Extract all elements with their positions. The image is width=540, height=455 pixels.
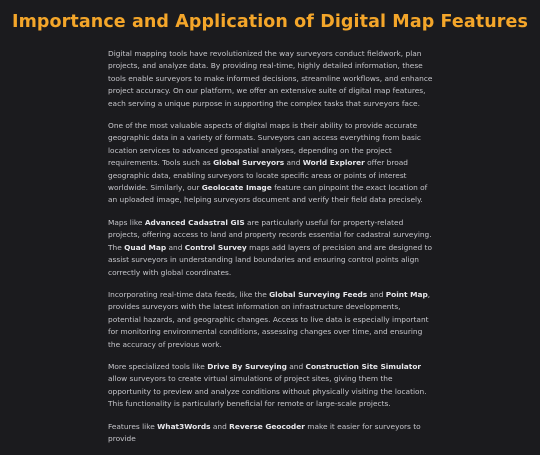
feature-name: What3Words: [157, 421, 211, 431]
paragraph-text: , provides surveyors with the latest information on infrastructure developments, potential hazards, and geographic changes. Access to live data is especially important for monitoring environmental conditions, assessing changes over time, and ensuring the accuracy of previous work.: [108, 289, 431, 349]
article-paragraph: [108, 289, 434, 351]
paragraph-text: offer broad geographic data, enabling surveyors to locate specific areas or points of interest worldwide. Similarly, our: [108, 158, 408, 193]
paragraph-text: make it easier for surveyors to provide: [108, 421, 421, 443]
article-paragraph: [108, 48, 434, 110]
paragraph-text: and: [367, 289, 386, 299]
paragraph-text: Maps like: [108, 217, 145, 227]
article-paragraph: [108, 421, 434, 446]
feature-name: World Explorer: [302, 158, 365, 168]
feature-name: Reverse Geocoder: [229, 421, 305, 431]
feature-name: Point Map: [385, 289, 428, 299]
feature-name: Global Surveying Feeds: [269, 289, 368, 299]
feature-name: Advanced Cadastral GIS: [144, 217, 245, 227]
article-paragraph: [108, 361, 434, 411]
paragraph-text: and: [166, 242, 185, 252]
feature-name: Geolocate Image: [201, 183, 272, 193]
paragraph-text: maps add layers of precision and are designed to assist surveyors in understanding land boundaries and ensuring control points align correctly with global coordinates.: [108, 242, 432, 277]
feature-name: Quad Map: [124, 242, 167, 252]
page-title: Importance and Application of Digital Map Features: [11, 12, 529, 32]
paragraph-text: are particularly useful for property-related projects, offering access to land and property records essential for cadastral surveying. The: [108, 217, 432, 252]
article-paragraph: [108, 217, 434, 279]
feature-name: Drive By Surveying: [207, 361, 287, 371]
paragraph-text: and: [286, 361, 306, 371]
feature-name: Construction Site Simulator: [305, 361, 422, 371]
feature-name: Global Surveyors: [213, 158, 285, 168]
article-paragraph: [108, 120, 434, 207]
feature-name: Control Survey: [184, 242, 247, 252]
paragraph-text: One of the most valuable aspects of digital maps is their ability to provide accurate geographic data in a variety of formats. Surveyors can access everything from basic location services to advanced geospatial analyses, depending on the project requirements. Tools such as: [108, 121, 421, 168]
paragraph-text: and: [284, 158, 303, 168]
paragraph-text: Digital mapping tools have revolutionized the way surveyors conduct fieldwork, plan projects, and analyze data. By providing real-time, highly detailed information, these tools enable surveyors to make informed decisions, streamline workflows, and enhance project accuracy. On our platform, we offer an extensive suite of digital map features, each serving a unique purpose in supporting the complex tasks that surveyors face.: [108, 49, 433, 108]
paragraph-text: Features like: [108, 421, 158, 431]
paragraph-text: allow surveyors to create virtual simulations of project sites, giving them the opportunity to preview and analyze conditions without physically visiting the location. This functionality is particularly beneficial for remote or large-scale projects.: [108, 374, 427, 409]
paragraph-text: More specialized tools like: [108, 361, 208, 371]
paragraph-text: and: [210, 421, 230, 431]
paragraph-text: Incorporating real-time data feeds, like the: [108, 289, 270, 299]
paragraph-text: feature can pinpoint the exact location of an uploaded image, helping surveyors document and verify their field data precisely.: [108, 183, 428, 205]
article-body: [108, 48, 434, 455]
